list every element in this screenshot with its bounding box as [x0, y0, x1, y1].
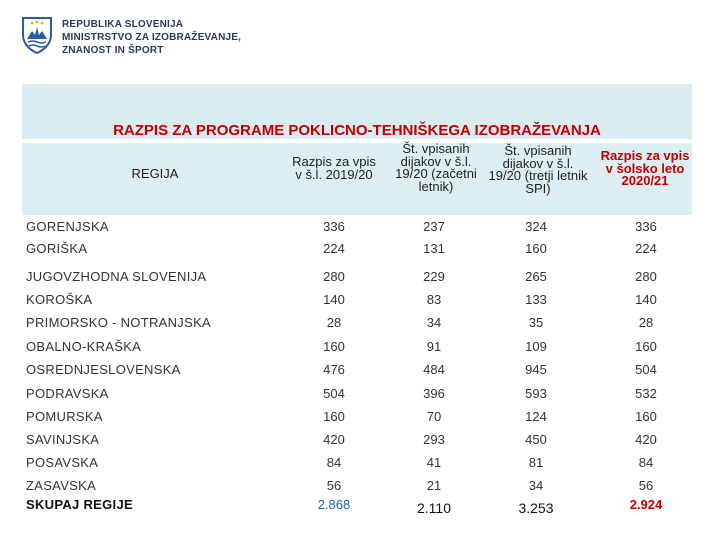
- row-c3-value: 450: [525, 432, 547, 447]
- row-c3-value: 133: [525, 292, 547, 307]
- row-c1-value: 84: [326, 455, 342, 470]
- row-c3-value: 124: [525, 409, 547, 424]
- row-c2-value: 21: [426, 478, 442, 493]
- row-c4-value: 140: [635, 292, 657, 307]
- row-region: GORENJSKA: [26, 219, 109, 234]
- row-c1-value: 336: [323, 219, 345, 234]
- row-c4-value: 532: [635, 386, 657, 401]
- row-c4-value: 280: [635, 269, 657, 284]
- row-c2-value: 70: [426, 409, 442, 424]
- row-c2-value: 484: [423, 362, 445, 377]
- row-region: OBALNO-KRAŠKA: [26, 339, 142, 354]
- row-c3-value: 593: [525, 386, 547, 401]
- row-c4-value: 56: [638, 478, 654, 493]
- row-c3-value: 265: [525, 269, 547, 284]
- row-c2-value: 41: [426, 455, 442, 470]
- row-c3-value: 160: [525, 241, 547, 256]
- ministry-line-2: MINISTRSTVO ZA IZOBRAŽEVANJE,: [62, 32, 242, 43]
- row-c4-value: 336: [635, 219, 657, 234]
- row-c4-value: 420: [635, 432, 657, 447]
- row-c1-value: 280: [323, 269, 345, 284]
- row-c4-value: 504: [635, 362, 657, 377]
- row-c4-value: 160: [635, 409, 657, 424]
- row-region: PRIMORSKO - NOTRANJSKA: [26, 315, 212, 330]
- row-c1-value: 160: [323, 339, 345, 354]
- row-c2-value: 34: [426, 315, 442, 330]
- row-c1-value: 28: [326, 315, 342, 330]
- row-c3-value: 81: [528, 455, 544, 470]
- row-region: PODRAVSKA: [26, 386, 109, 401]
- row-c1-value: 56: [326, 478, 342, 493]
- row-region: JUGOVZHODNA SLOVENIJA: [26, 269, 207, 284]
- row-c2-value: 293: [423, 432, 445, 447]
- row-c2-value: 131: [423, 241, 445, 256]
- row-region: OSREDNJESLOVENSKA: [26, 362, 181, 377]
- total-c3: 3.253: [518, 500, 554, 516]
- row-c2-value: 83: [426, 292, 442, 307]
- row-c1-value: 160: [323, 409, 345, 424]
- header-region: REGIJA: [131, 166, 179, 181]
- row-c3-value: 35: [528, 315, 544, 330]
- row-region: SAVINJSKA: [26, 432, 100, 447]
- row-c3-value: 34: [528, 478, 544, 493]
- row-region: KOROŠKA: [26, 292, 93, 307]
- row-c1-value: 476: [323, 362, 345, 377]
- header-c1: Razpis za vpis v š.l. 2019/20: [292, 154, 376, 182]
- row-region: POSAVSKA: [26, 455, 99, 470]
- row-region: POMURSKA: [26, 409, 103, 424]
- row-c4-value: 28: [638, 315, 654, 330]
- row-c2-value: 237: [423, 219, 445, 234]
- row-c1-value: 224: [323, 241, 345, 256]
- row-c1-value: 420: [323, 432, 345, 447]
- ministry-line-1: REPUBLIKA SLOVENIJA: [62, 19, 184, 30]
- row-c2-value: 229: [423, 269, 445, 284]
- row-c2-value: 396: [423, 386, 445, 401]
- page-title: RAZPIS ZA PROGRAME POKLICNO-TEHNIŠKEGA IZOBRAŽEVANJA: [113, 122, 601, 139]
- total-c4: 2.924: [629, 497, 663, 512]
- row-c4-value: 224: [635, 241, 657, 256]
- row-c3-value: 945: [525, 362, 547, 377]
- ministry-line-3: ZNANOST IN ŠPORT: [62, 45, 164, 56]
- row-c1-value: 140: [323, 292, 345, 307]
- row-region: ZASAVSKA: [26, 478, 97, 493]
- coat-of-arms-icon: [20, 15, 54, 60]
- header-c3: Št. vpisanih dijakov v š.l. 19/20 (tretji letnik SPI): [488, 143, 588, 196]
- row-c3-value: 109: [525, 339, 547, 354]
- row-c1-value: 504: [323, 386, 345, 401]
- total-c1: 2.868: [317, 497, 351, 512]
- header-c2: Št. vpisanih dijakov v š.l. 19/20 (začetni letnik): [395, 141, 477, 194]
- row-c2-value: 91: [426, 339, 442, 354]
- row-c4-value: 160: [635, 339, 657, 354]
- row-c3-value: 324: [525, 219, 547, 234]
- totals-label: SKUPAJ REGIJE: [26, 497, 133, 512]
- row-region: GORIŠKA: [26, 241, 88, 256]
- header-c4: Razpis za vpis v šolsko leto 2020/21: [600, 148, 690, 188]
- total-c2: 2.110: [417, 500, 451, 516]
- row-c4-value: 84: [638, 455, 654, 470]
- ministry-name: [62, 18, 241, 57]
